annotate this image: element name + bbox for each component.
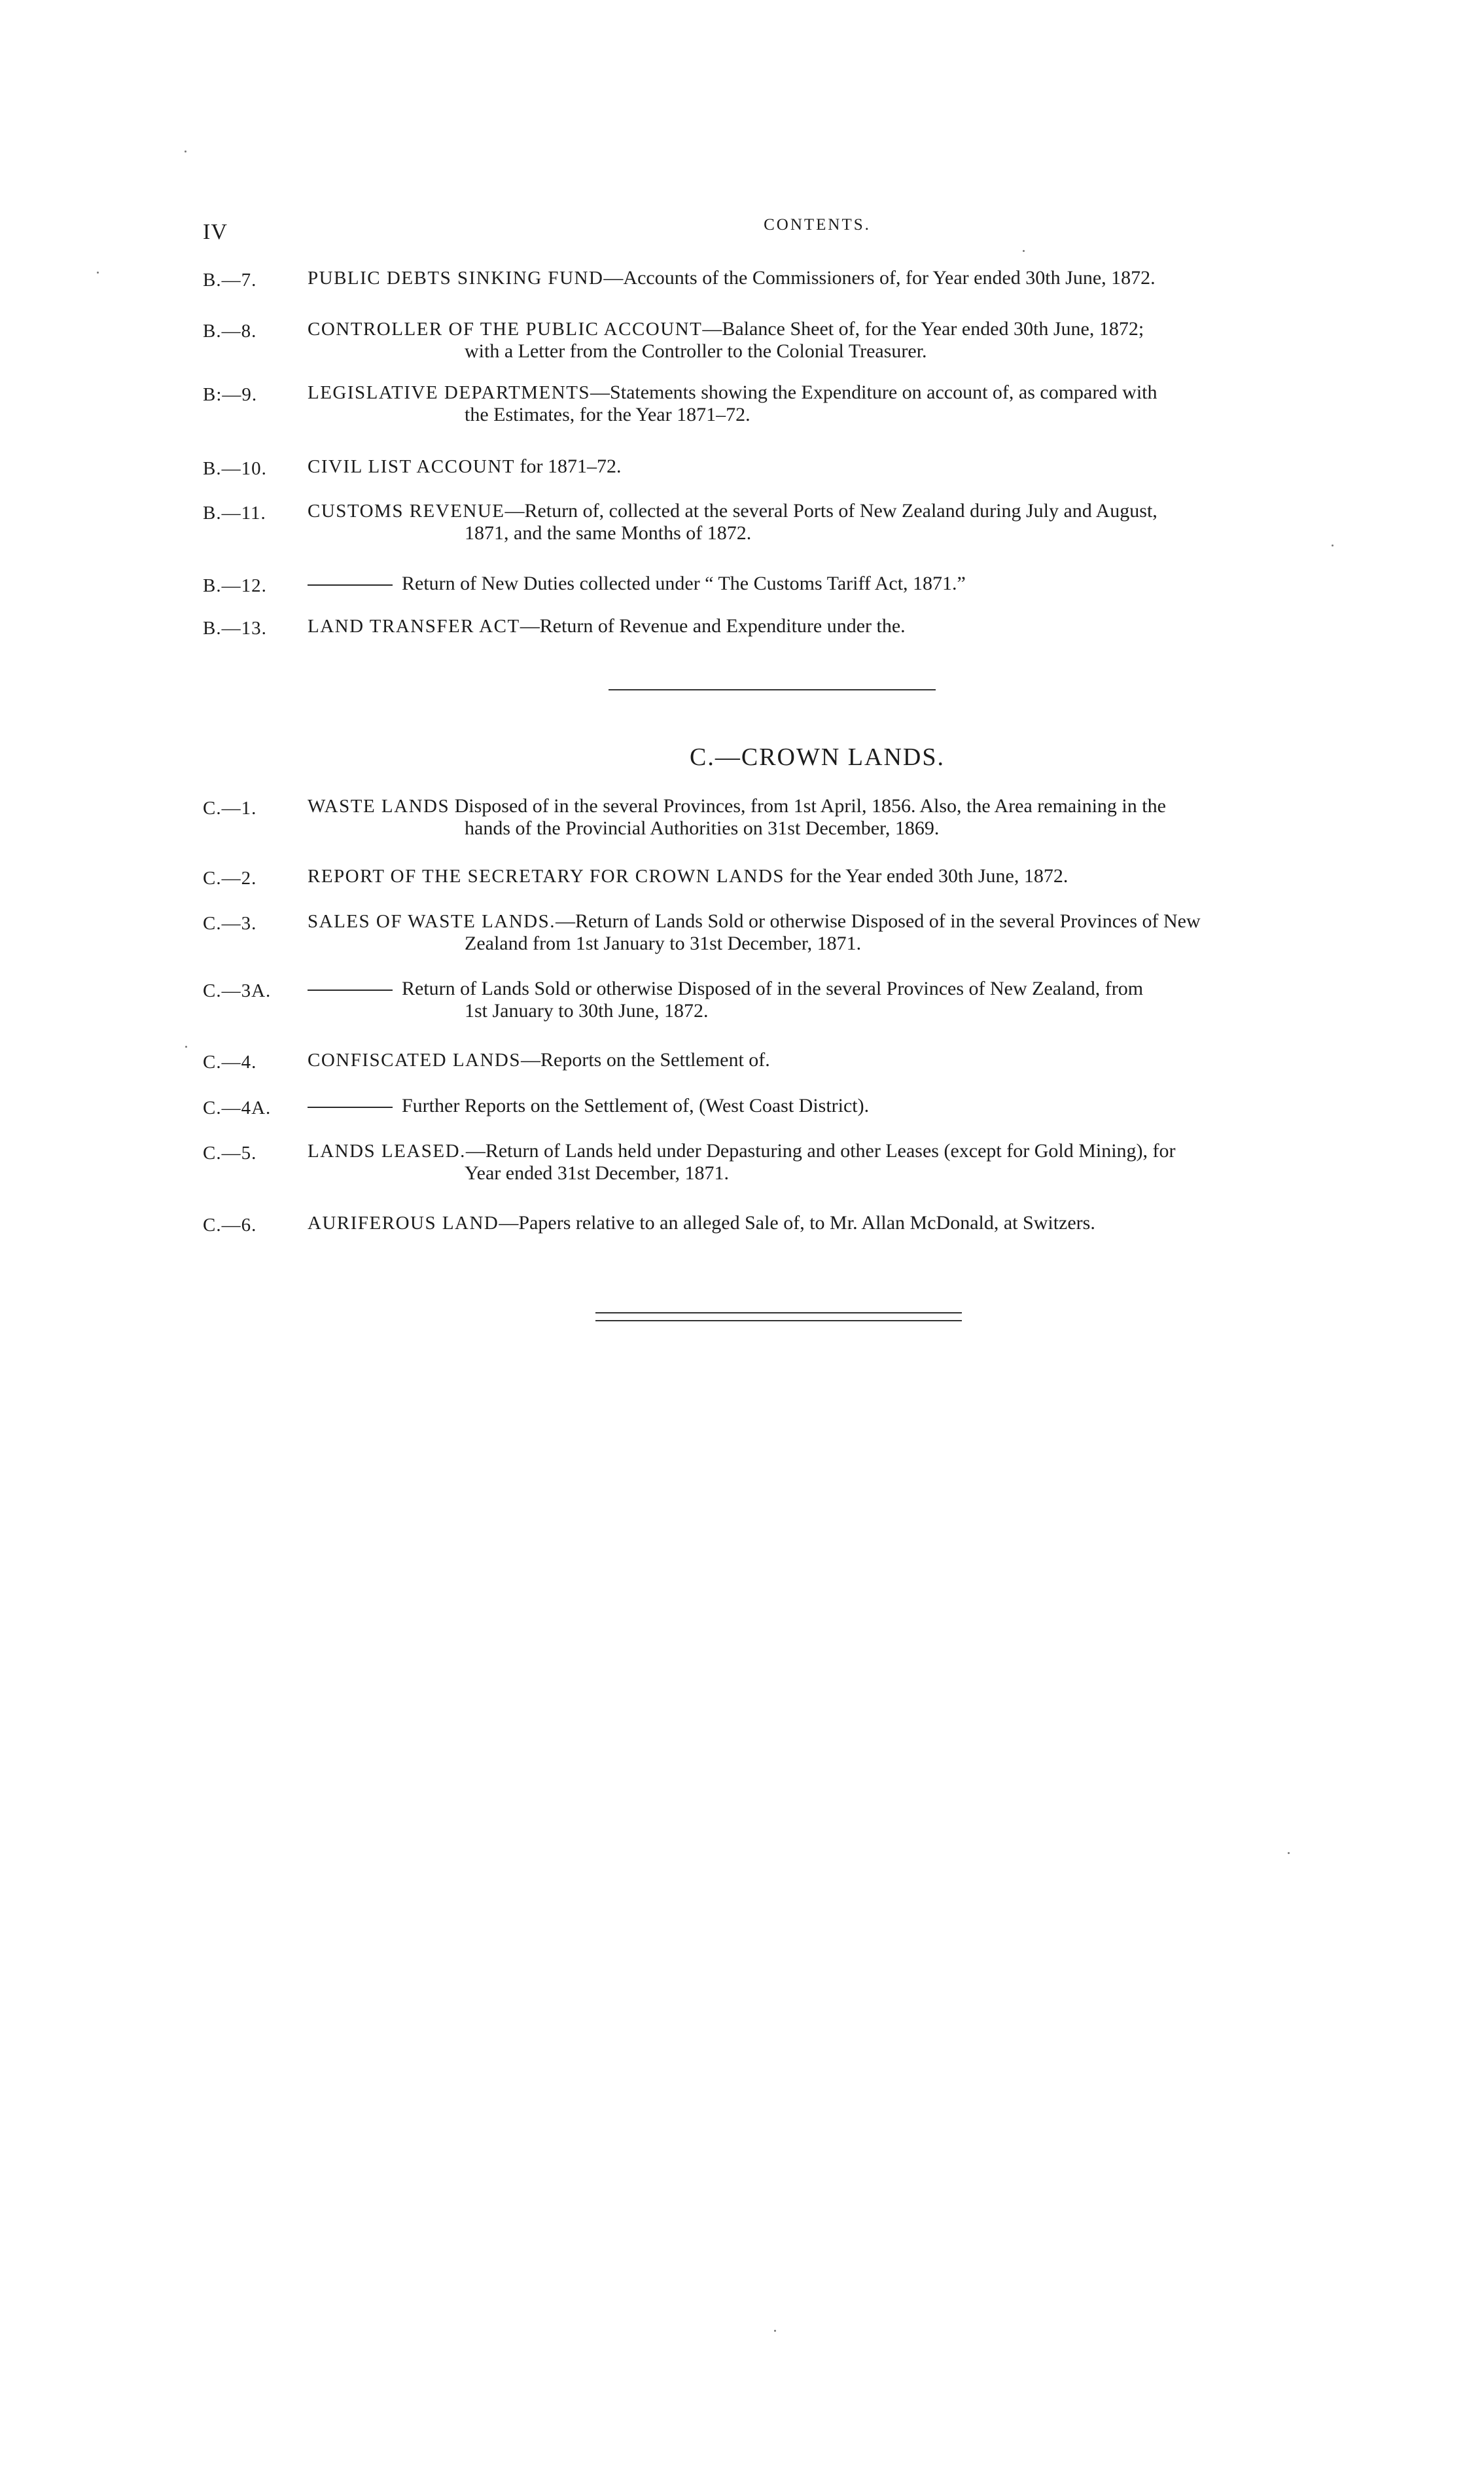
entry-code: C.—5. xyxy=(203,1143,257,1164)
scan-speck xyxy=(1023,250,1025,252)
entry-title: CONFISCATED LANDS xyxy=(308,1050,521,1071)
entry-text: Return of New Duties collected under “ The Customs Tariff Act, 1871.” xyxy=(402,573,966,594)
entry-title: LANDS LEASED. xyxy=(308,1141,466,1162)
entry-text: —Balance Sheet of, for the Year ended 30th June, 1872; xyxy=(702,318,1144,340)
entry-title: CIVIL LIST ACCOUNT xyxy=(308,456,515,477)
entry-title: CUSTOMS REVENUE xyxy=(308,501,505,522)
entry-title: REPORT OF THE SECRETARY FOR CROWN LANDS xyxy=(308,866,785,887)
entry-continuation: hands of the Provincial Authorities on 31st December, 1869. xyxy=(465,817,940,839)
entry-code: C.—3A. xyxy=(203,980,272,1001)
entry-code: C.—2. xyxy=(203,868,257,889)
entry-continuation: Year ended 31st December, 1871. xyxy=(465,1162,729,1184)
entry-continuation: the Estimates, for the Year 1871–72. xyxy=(465,404,751,425)
end-divider xyxy=(595,1312,962,1321)
entry-code: C.—4A. xyxy=(203,1098,272,1118)
entry-code: C.—6. xyxy=(203,1215,257,1236)
entry-text: —Return of, collected at the several Ports of New Zealand during July and August, xyxy=(504,500,1157,522)
entry-continuation: with a Letter from the Controller to the Colonial Treasurer. xyxy=(465,340,927,362)
entry-title: PUBLIC DEBTS SINKING FUND xyxy=(308,268,604,289)
scan-speck xyxy=(185,1046,187,1048)
entry-text: —Accounts of the Commissioners of, for Year ended 30th June, 1872. xyxy=(603,267,1156,289)
scan-speck xyxy=(1332,544,1334,546)
entry-continuation: Zealand from 1st January to 31st December, 1871. xyxy=(465,933,862,954)
ditto-dash xyxy=(308,584,393,586)
entry-code: C.—1. xyxy=(203,798,257,819)
entry-text: —Reports on the Settlement of. xyxy=(521,1049,770,1071)
entry-title: LEGISLATIVE DEPARTMENTS xyxy=(308,382,591,403)
scan-speck xyxy=(185,151,186,152)
scan-speck xyxy=(774,2330,776,2332)
running-title: CONTENTS. xyxy=(764,216,871,234)
ditto-dash xyxy=(308,1107,393,1108)
entry-code: B.—7. xyxy=(203,270,257,291)
entry-text: —Return of Revenue and Expenditure under the. xyxy=(520,615,906,637)
entry-title: WASTE LANDS xyxy=(308,796,450,817)
section-heading: C.—CROWN LANDS. xyxy=(690,743,945,771)
entry-code: C.—3. xyxy=(203,913,257,934)
entry-text: —Return of Lands held under Depasturing and other Leases (except for Gold Mining), for xyxy=(465,1140,1176,1162)
entry-text: —Statements showing the Expenditure on account of, as compared with xyxy=(590,382,1157,403)
entry-continuation: 1st January to 30th June, 1872. xyxy=(465,1000,709,1022)
section-divider xyxy=(609,689,936,690)
entry-code: B.—13. xyxy=(203,618,267,639)
entry-code: B.—12. xyxy=(203,575,267,596)
entry-text: for the Year ended 30th June, 1872. xyxy=(785,865,1069,887)
entry-code: B:—9. xyxy=(203,384,258,405)
entry-code: B.—10. xyxy=(203,458,267,479)
entry-text: Return of Lands Sold or otherwise Disposed of in the several Provinces of New Zealand, from xyxy=(402,978,1144,999)
entry-text: —Papers relative to an alleged Sale of, to Mr. Allan McDonald, at Switzers. xyxy=(499,1212,1095,1234)
entry-title: CONTROLLER OF THE PUBLIC ACCOUNT xyxy=(308,319,703,340)
entry-continuation: 1871, and the same Months of 1872. xyxy=(465,522,752,544)
entry-text: for 1871–72. xyxy=(515,455,622,477)
page-number: IV xyxy=(203,220,228,244)
entry-text: Disposed of in the several Provinces, from 1st April, 1856. Also, the Area remaining in the xyxy=(450,795,1166,817)
entry-title: SALES OF WASTE LANDS. xyxy=(308,911,556,932)
entry-title: LAND TRANSFER ACT xyxy=(308,616,520,637)
entry-text: —Return of Lands Sold or otherwise Disposed of in the several Provinces of New xyxy=(556,910,1201,932)
entry-code: C.—4. xyxy=(203,1052,257,1073)
scan-speck xyxy=(1288,1852,1290,1854)
entry-title: AURIFEROUS LAND xyxy=(308,1213,499,1234)
ditto-dash xyxy=(308,990,393,991)
entry-text: Further Reports on the Settlement of, (West Coast District). xyxy=(402,1095,870,1116)
entry-code: B.—8. xyxy=(203,321,257,342)
scan-speck xyxy=(97,272,99,274)
entry-code: B.—11. xyxy=(203,503,266,524)
